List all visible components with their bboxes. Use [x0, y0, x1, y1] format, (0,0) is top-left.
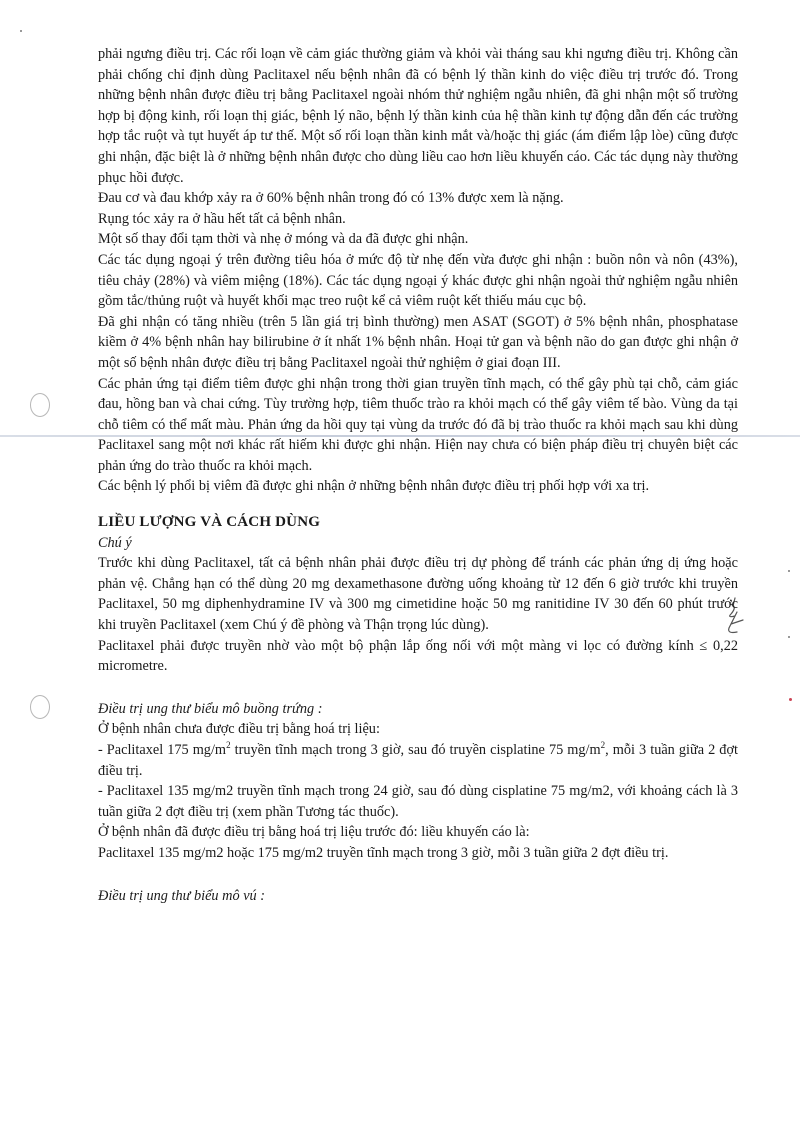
note-label: Chú ý	[98, 534, 132, 551]
ovarian-subheading: Điều trị ung thư biểu mô buồng trứng :	[98, 700, 323, 717]
ovarian-treated-line: Ở bệnh nhân đã được điều trị bằng hoá trị liệu trước đó: liều khuyến cáo là:	[98, 824, 530, 841]
paragraph-nails-skin: Một số thay đổi tạm thời và nhẹ ở móng và da đã được ghi nhận.	[98, 231, 469, 248]
paragraph-neuro: phải ngưng điều trị. Các rối loạn về cảm giác thường giảm và khỏi vài tháng sau khi ngưng điều trị. Không cần phải chống chỉ định dùng Paclitaxel nếu bệnh nhân đã có bệnh lý thần kinh do việc điều trị trước đó. Trong những bệnh nhân được điều trị bằng Paclitaxel ngoài nhóm thử nghiệm ngẫu nhiên, đã ghi nhận một số trường hợp bị động kinh, rối loạn thị giác, bệnh lý não, bệnh lý thần kinh của hệ thần kinh tự động dẫn đến các trường hợp tắc ruột và tụt huyết áp tư thế. Một số rối loạn thần kinh mắt và/hoặc thị giác (ám điểm lập lòe) cũng được ghi nhận, đặc biệt là ở những bệnh nhân được cho dùng liều cao hơn liều khuyến cáo. Các tác dụng này thường phục hồi được.	[98, 46, 738, 186]
ovarian-naive-line: Ở bệnh nhân chưa được điều trị bằng hoá trị liệu:	[98, 721, 380, 738]
punch-hole-top	[30, 393, 50, 417]
punch-hole-bottom	[30, 695, 50, 719]
paragraph-alopecia: Rụng tóc xảy ra ở hầu hết tất cả bệnh nhân.	[98, 210, 346, 227]
dose-line-2: - Paclitaxel 135 mg/m2 truyền tĩnh mạch trong 24 giờ, sau đó dùng cisplatine 75 mg/m2, với khoảng cách là 3 tuần giữa 2 đợt điều trị (xem phần Tương tác thuốc).	[98, 783, 738, 820]
paragraph-liver: Đã ghi nhận có tăng nhiều (trên 5 lần giá trị bình thường) men ASAT (SGOT) ở 5% bệnh nhân, phosphatase kiềm ở 4% bệnh nhân hay bilirubine ở ít nhất 1% bệnh nhân. Hoại tử gan và bệnh não do gan được ghi nhận ở một số bệnh nhân được điều trị bằng Paclitaxel ngoài thử nghiệm ở giai đoạn III.	[98, 313, 738, 371]
dose-line-3: Paclitaxel 135 mg/m2 hoặc 175 mg/m2 truyền tĩnh mạch trong 3 giờ, mỗi 3 tuần giữa 2 đợt điều trị.	[98, 844, 669, 861]
paragraph-pneumonitis: Các bệnh lý phổi bị viêm đã được ghi nhận ở những bệnh nhân được điều trị phối hợp với xa trị.	[98, 478, 650, 495]
paragraph-myalgia: Đau cơ và đau khớp xảy ra ở 60% bệnh nhân trong đó có 13% được xem là nặng.	[98, 190, 564, 207]
document-page	[98, 44, 738, 906]
dose-line-1: - Paclitaxel 175 $mg/m^2$ truyền tĩnh mạch trong 3 giờ, sau đó truyền cisplatine 75 $mg/m^2$, mỗi 3 tuần giữa 2 đợt điều trị.	[98, 740, 738, 779]
paragraph-premedication: Trước khi dùng Paclitaxel, tất cả bệnh nhân phải được điều trị dự phòng để tránh các phản ứng dị ứng hoặc phản vệ. Chẳng hạn có thể dùng 20 mg dexamethasone đường uống khoảng từ 12 đến 6 giờ trước khi truyền Paclitaxel, 50 mg diphenhydramine IV và 300 mg cimetidine hoặc 50 mg ranitidine IV 30 đến 60 phút trước khi truyền Paclitaxel (xem Chú ý đề phòng và Thận trọng lúc dùng).	[98, 555, 738, 634]
edge-dot	[788, 636, 790, 638]
paragraph-gastro: Các tác dụng ngoại ý trên đường tiêu hóa ở mức độ từ nhẹ đến vừa được ghi nhận : buồn nôn và nôn (43%), tiêu chảy (28%) và viêm miệng (18%). Các tác dụng ngoại ý khác được ghi nhận ngoài thử nghiệm ngẫu nhiên gồm tắc/thủng ruột và huyết khối mạc treo ruột kể cả viêm ruột kết thiếu máu cục bộ.	[98, 251, 738, 310]
paragraph-injection-site: Các phản ứng tại điểm tiêm được ghi nhận trong thời gian truyền tĩnh mạch, có thể gây phù tại chỗ, cảm giác đau, hồng ban và chai cứng. Tùy trường hợp, tiêm thuốc trào ra khỏi mạch có thể gây viêm tế bào. Vùng da tại chỗ tiêm có thể mất màu. Phản ứng da hồi quy tại vùng da trước đó đã bị trào thuốc ra khỏi mạch sau khi dùng Paclitaxel sang một nơi khác rất hiếm khi được ghi nhận. Hiện nay chưa có biện pháp điều trị chuyên biệt các phản ứng do trào thuốc ra khỏi mạch.	[98, 375, 738, 474]
edge-dot	[20, 30, 22, 32]
edge-dot	[788, 570, 790, 572]
paragraph-filter: Paclitaxel phải được truyền nhờ vào một bộ phận lắp ống nối với một màng vi lọc có đường kính ≤ 0,22 micrometre.	[98, 637, 738, 675]
edge-mark	[789, 698, 792, 701]
section-heading: LIỀU LƯỢNG VÀ CÁCH DÙNG	[98, 514, 321, 531]
breast-subheading: Điều trị ung thư biểu mô vú :	[98, 887, 266, 904]
